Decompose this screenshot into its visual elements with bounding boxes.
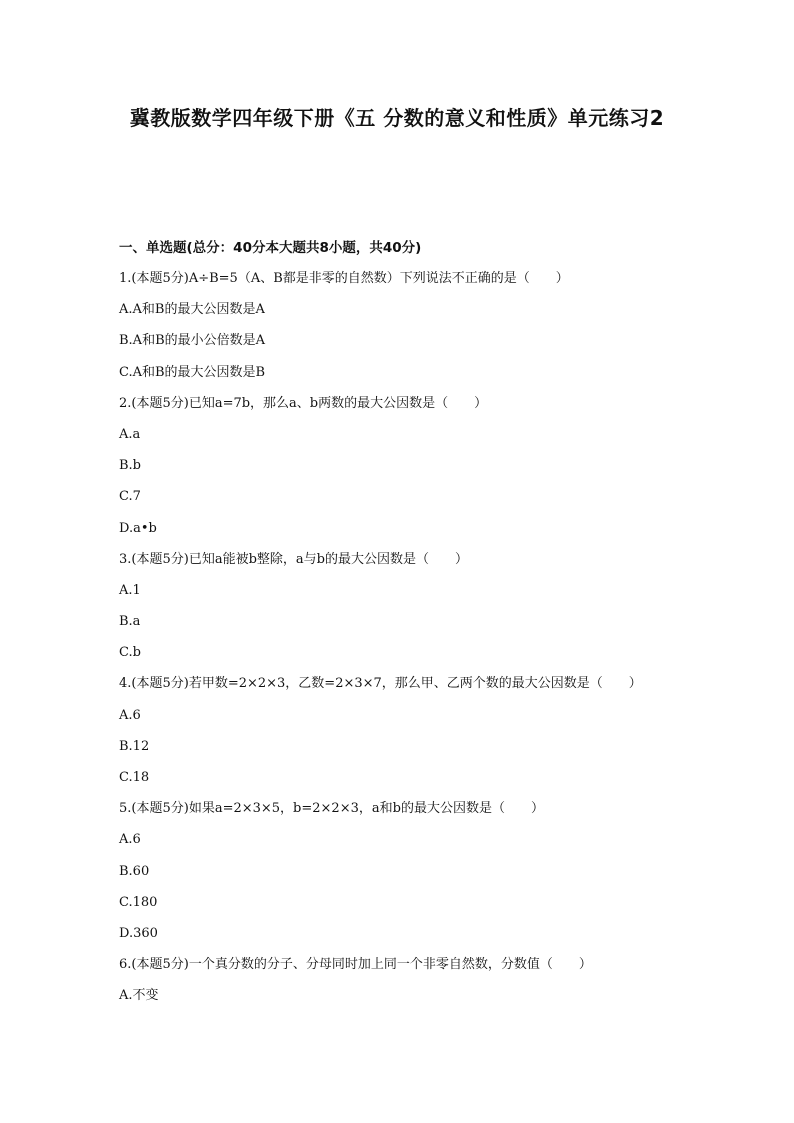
question-option: A.6 bbox=[119, 832, 141, 848]
question-stem: 4.(本题5分)若甲数=2×2×3，乙数=2×3×7，那么甲、乙两个数的最大公因数是（ ） bbox=[119, 676, 642, 692]
question-option: A.不变 bbox=[119, 988, 159, 1004]
question-option: B.A和B的最小公倍数是A bbox=[119, 333, 266, 349]
question-3 bbox=[119, 549, 739, 665]
document-body bbox=[119, 237, 739, 1017]
question-option: B.60 bbox=[119, 863, 150, 879]
question-stem: 6.(本题5分)一个真分数的分子、分母同时加上同一个非零自然数，分数值（ ） bbox=[119, 957, 592, 973]
question-option: A.A和B的最大公因数是A bbox=[119, 302, 265, 318]
question-2 bbox=[119, 393, 739, 540]
question-option: C.A和B的最大公因数是B bbox=[119, 364, 266, 380]
question-stem: 2.(本题5分)已知a=7b，那么a、b两数的最大公因数是（ ） bbox=[119, 395, 488, 411]
question-1 bbox=[119, 268, 739, 384]
question-6 bbox=[119, 954, 739, 1007]
question-option: C.7 bbox=[119, 489, 141, 505]
question-option: D.a•b bbox=[119, 520, 157, 536]
question-stem: 3.(本题5分)已知a能被b整除，a与b的最大公因数是（ ） bbox=[119, 551, 468, 567]
question-option: D.360 bbox=[119, 925, 158, 941]
question-option: C.b bbox=[119, 645, 141, 661]
question-option: A.a bbox=[119, 426, 141, 442]
document-title: 冀教版数学四年级下册《五 分数的意义和性质》单元练习2 bbox=[129, 106, 665, 130]
question-option: A.6 bbox=[119, 707, 141, 723]
question-stem: 5.(本题5分)如果a=2×3×5，b=2×2×3，a和b的最大公因数是（ ） bbox=[119, 801, 544, 817]
question-option: C.18 bbox=[119, 770, 150, 785]
question-option: B.12 bbox=[119, 738, 150, 754]
question-option: B.a bbox=[119, 614, 141, 630]
question-option: B.b bbox=[119, 458, 142, 474]
question-4 bbox=[119, 673, 739, 789]
question-stem: 1.(本题5分)A÷B=5（A、B都是非零的自然数）下列说法不正确的是（ ） bbox=[119, 271, 569, 286]
question-option: C.180 bbox=[119, 894, 158, 910]
section-heading: 一、单选题(总分：40分本大题共8小题，共40分) bbox=[119, 240, 422, 256]
question-option: A.1 bbox=[119, 582, 141, 598]
question-5 bbox=[119, 798, 739, 945]
